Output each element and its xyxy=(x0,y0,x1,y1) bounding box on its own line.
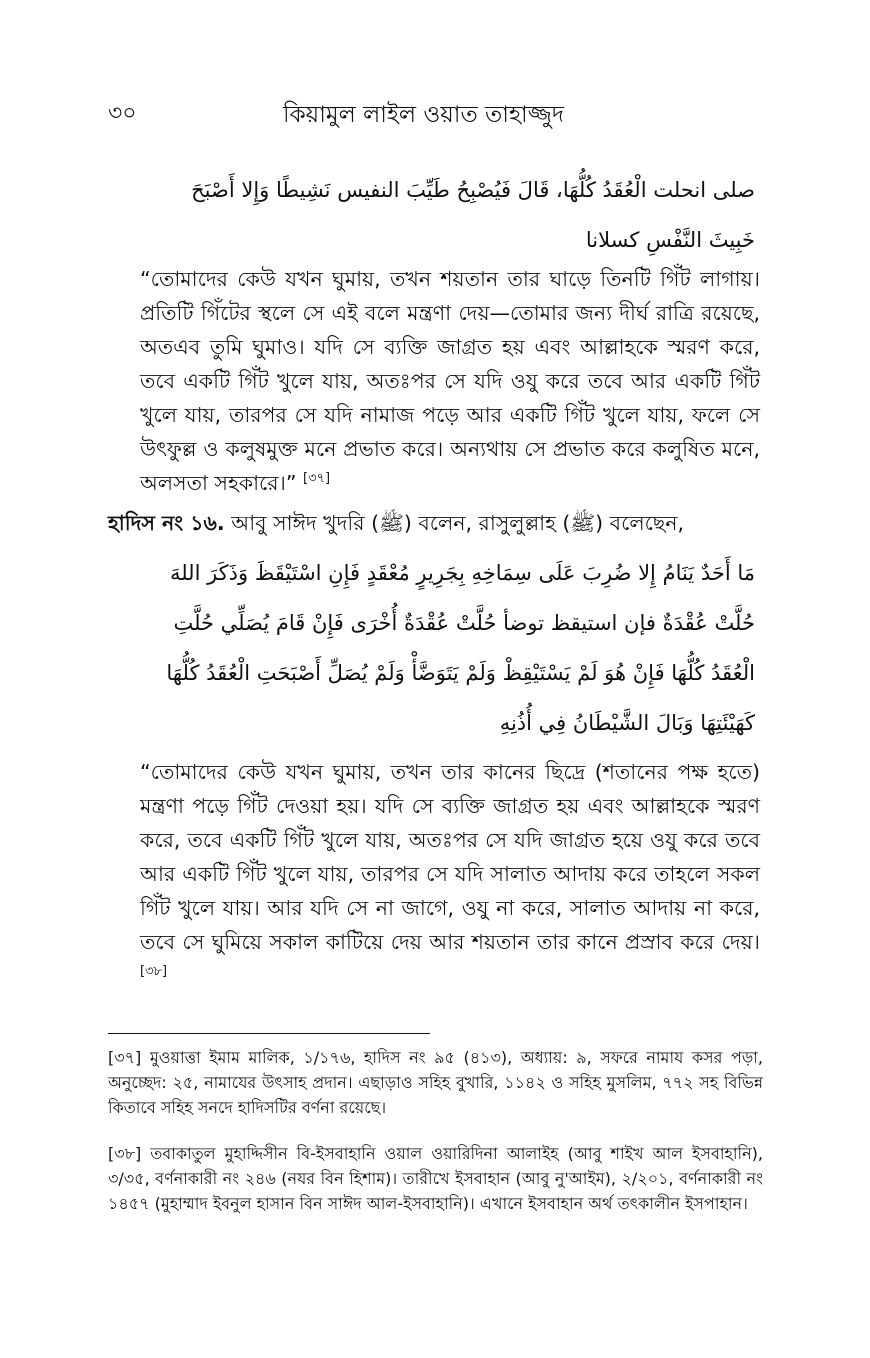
arabic-text-2: مَا أَحَدٌ يَنَامُ إِلا ضُرِبَ عَلَى سِمَاخِهِ بِجَرِيرٍ مُعْقَدٍ فَإِنِ اسْتَيْقَظَ وَذَكَرَ اللهَ حُلَّتْ عُقْدَةٌ فإن استيقظ توضأ حُلَّتْ عُقْدَةٌ أُخْرَى فَإِنْ قَامَ يُصَلِّي حُلَّتِ الْعُقَدُ كُلُّهَا فَإِنْ هُوَ لَمْ يَسْتَيْقِظْ وَلَمْ يَتَوَضَّأْ وَلَمْ يُصَلِّ أَصْبَحَتِ الْعُقَدُ كُلُّهَا كَهَيْئَتِهَا وَبَالَ الشَّيْطَانُ فِي أُذُنِهِ xyxy=(166,561,755,735)
translation-text-2: “তোমাদের কেউ যখন ঘুমায়, তখন তার কানের ছিদ্রে (শতানের পক্ষ হতে) মন্ত্রণা পড়ে গিঁট দেওয়া হয়। যদি সে ব্যক্তি জাগ্রত হয় এবং আল্লাহকে স্মরণ করে, তবে একটি গিঁট খুলে যায়, অতঃপর সে যদি জাগ্রত হয়ে ওযু করে তবে আর একটি গিঁট খুলে যায়, তারপর সে যদি সালাত আদায় করে তাহলে সকল গিঁট খুলে যায়। আর যদি সে না জাগে, ওযু না করে, সালাত আদায় না করে, তবে সে ঘুমিয়ে সকাল কাটিয়ে দেয় আর শয়তান তার কানে প্রস্রাব করে দেয়। xyxy=(140,760,760,954)
arabic-text-1: صلى انحلت الْعُقَدُ كُلُّهَا، قَالَ فَيُصْبِحُ طَيِّبَ النفيس نَشِيطًا وَإِلا أَصْبَحَ خَبِيثَ النَّفْسِ كسلانا xyxy=(191,178,755,252)
footnote-37: [৩৭] মুওয়াত্তা ইমাম মালিক, ১/১৭৬, হাদিস নং ৯৫ (৪১৩), অধ্যায়: ৯, সফরে নামায কসর পড়া, অনুচ্ছেদ: ২৫, নামাযের উৎসাহ প্রদান। এছাড়াও সহিহ বুখারি, ১১৪২ ও সহিহ মুসলিম, ৭৭২ সহ বিভিন্ন কিতাবে সহিহ সনদে হাদিসটির বর্ণনা রয়েছে। xyxy=(108,1048,763,1117)
footnote-38: [৩৮] তবাকাতুল মুহাদ্দিসীন বি-ইসবাহানি ওয়াল ওয়ারিদিনা আলাইহ (আবু শাইখ আল ইসবাহানি), ৩/৩৫, বর্ণনাকারী নং ২৪৬ (নযর বিন হিশাম)। তারীখে ইসবাহান (আবু নু'আইম), ২/২০১, বর্ণনাকারী নং ১৪৫৭ (মুহাম্মাদ ইবনুল হাসান বিন সাঈদ আল-ইসবাহানি)। এখানে ইসবাহান অর্থ তৎকালীন ইসপাহান। xyxy=(108,1144,763,1213)
page-number: ৩০ xyxy=(108,101,137,126)
page-header xyxy=(108,96,758,136)
footnote-ref-37[interactable]: [৩৭] xyxy=(303,471,331,487)
footnote-divider xyxy=(108,1033,430,1034)
translation-paragraph-1 xyxy=(140,262,760,500)
hadith-intro: আবু সাঈদ খুদরি (ﷺ) বলেন, রাসুলুল্লাহ (ﷺ) বলেছেন, xyxy=(231,511,685,535)
footnote-ref-38[interactable]: [৩৮] xyxy=(140,964,168,980)
hadith-heading xyxy=(108,507,768,539)
hadith-number: হাদিস নং ১৬. xyxy=(108,511,225,535)
running-title: কিয়ামুল লাইল ওয়াত তাহাজ্জুদ xyxy=(283,102,564,128)
translation-text-1: “তোমাদের কেউ যখন ঘুমায়, তখন শয়তান তার ঘাড়ে তিনটি গিঁট লাগায়। প্রতিটি গিঁটের স্থলে সে এই বলে মন্ত্রণা দেয়—তোমার জন্য দীর্ঘ রাত্রি রয়েছে, অতএব তুমি ঘুমাও। যদি সে ব্যক্তি জাগ্রত হয় এবং আল্লাহকে স্মরণ করে, তবে একটি গিঁট খুলে যায়, অতঃপর সে যদি ওযু করে তবে আর একটি গিঁট খুলে যায়, তারপর সে যদি নামাজ পড়ে আর একটি গিঁট খুলে যায়, ফলে সে উৎফুল্ল ও কলুষমুক্ত মনে প্রভাত করে। অন্যথায় সে প্রভাত করে কলুষিত মনে, অলসতা সহকারে।” xyxy=(140,267,760,495)
translation-paragraph-2 xyxy=(140,755,760,993)
